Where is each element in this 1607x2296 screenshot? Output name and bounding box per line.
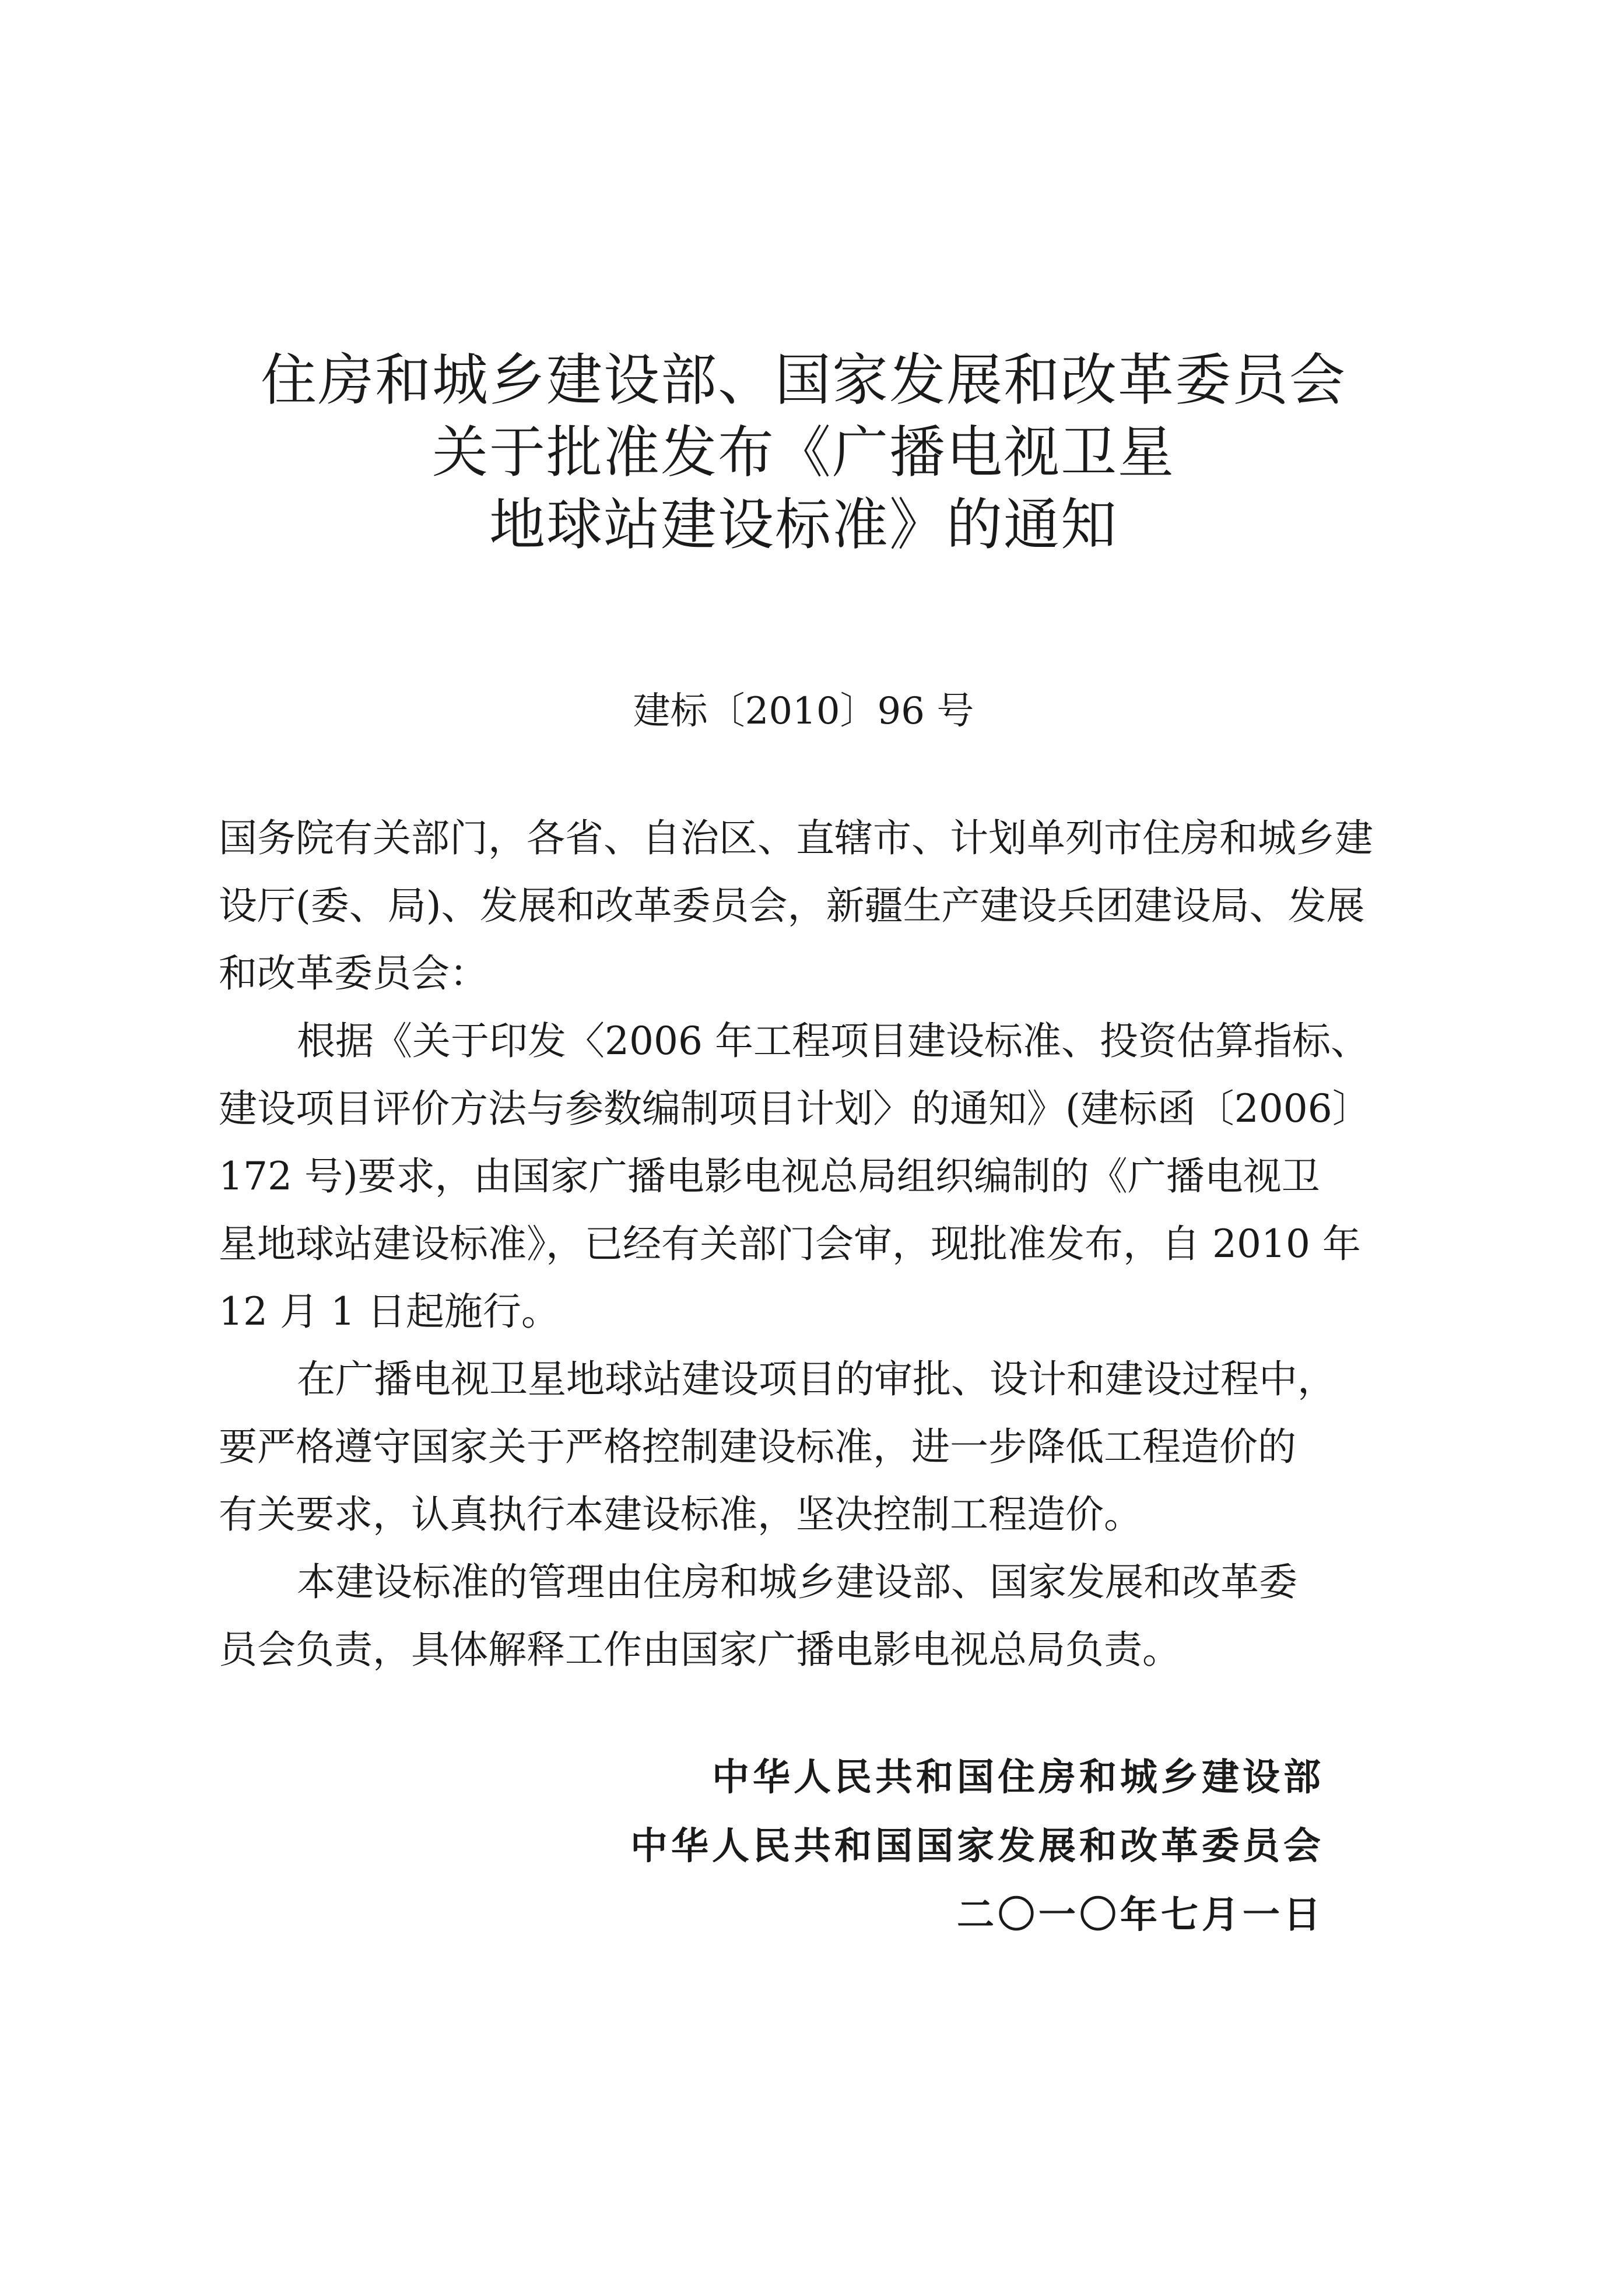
title-line-3: 地球站建设标准》的通知 bbox=[489, 492, 1118, 557]
signature-block bbox=[566, 1743, 1324, 1950]
paragraph-1-line-1: 根据《关于印发〈2006 年工程项目建设标准、投资估算指标、 bbox=[297, 1019, 1369, 1063]
paragraph-2-line-3: 有关要求，认真执行本建设标准，坚决控制工程造价。 bbox=[219, 1492, 1142, 1537]
addressee-line-2: 设厅(委、局)、发展和改革委员会，新疆生产建设兵团建设局、发展 bbox=[219, 883, 1365, 928]
addressee-line-1: 国务院有关部门，各省、自治区、直辖市、计划单列市住房和城乡建 bbox=[219, 816, 1373, 861]
paragraph-2-line-1: 在广播电视卫星地球站建设项目的审批、设计和建设过程中， bbox=[297, 1357, 1336, 1402]
paragraph-1-line-3: 172 号)要求，由国家广播电影电视总局组织编制的《广播电视卫 bbox=[219, 1154, 1320, 1199]
addressee-line-3: 和改革委员会： bbox=[219, 951, 488, 996]
signing-organization-1: 中华人民共和国住房和城乡建设部 bbox=[712, 1756, 1324, 1799]
signing-organization-2: 中华人民共和国国家发展和改革委员会 bbox=[630, 1825, 1324, 1868]
paragraph-1-line-4: 星地球站建设标准》，已经有关部门会审，现批准发布，自 2010 年 bbox=[219, 1221, 1361, 1266]
title-line-1: 住房和城乡建设部、国家发展和改革委员会 bbox=[261, 347, 1346, 413]
paragraph-3-line-2: 员会负责，具体解释工作由国家广播电影电视总局负责。 bbox=[219, 1627, 1181, 1672]
paragraph-1-line-2: 建设项目评价方法与参数编制项目计划〉的通知》(建标函〔2006〕 bbox=[219, 1086, 1371, 1131]
title-line-2: 关于批准发布《广播电视卫星 bbox=[432, 420, 1175, 485]
notice-title bbox=[0, 344, 1607, 561]
document-number: 建标〔2010〕96 号 bbox=[633, 690, 974, 733]
paragraph-2-line-2: 要严格遵守国家关于严格控制建设标准，进一步降低工程造价的 bbox=[219, 1424, 1296, 1469]
notice-body bbox=[219, 805, 1397, 1684]
signing-date: 二〇一〇年七月一日 bbox=[957, 1894, 1324, 1937]
paragraph-3-line-1: 本建设标准的管理由住房和城乡建设部、国家发展和改革委 bbox=[297, 1560, 1297, 1605]
paragraph-1-line-5: 12 月 1 日起施行。 bbox=[219, 1289, 560, 1334]
